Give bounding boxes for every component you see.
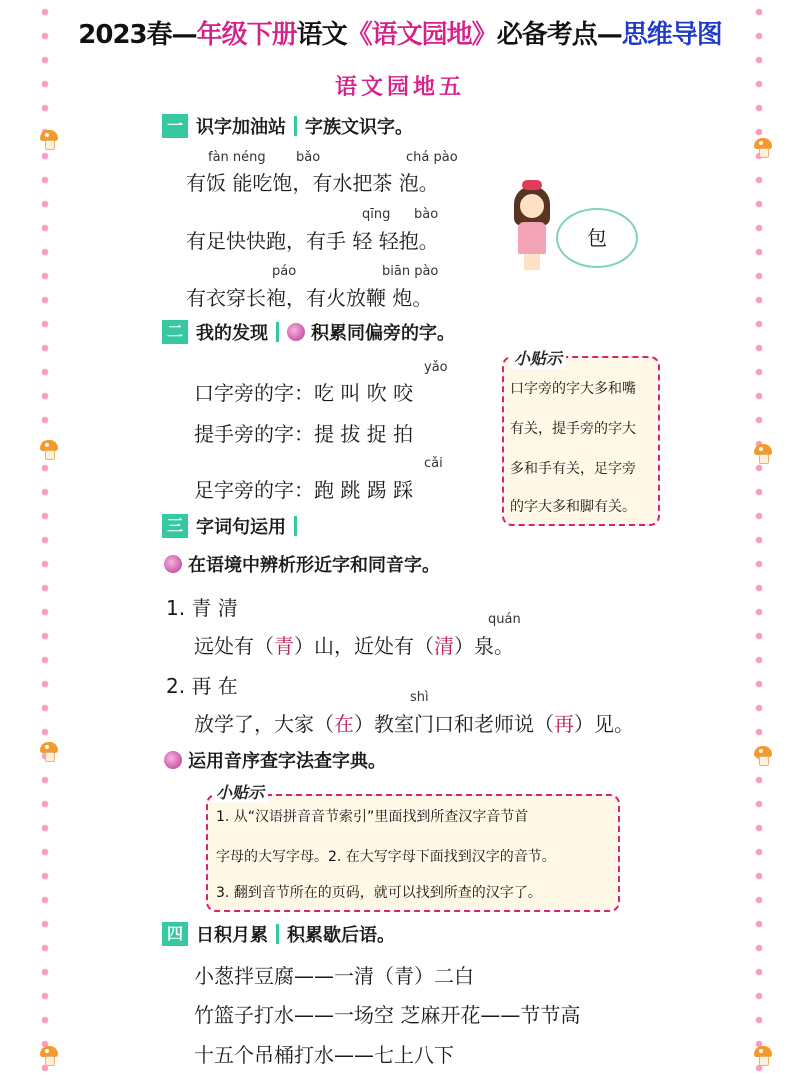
text-line: 口字旁的字：吃 叫 吹 咬 bbox=[194, 381, 414, 405]
answer: 清 bbox=[434, 634, 454, 658]
globe-icon bbox=[287, 323, 305, 341]
section-1-heading bbox=[162, 112, 413, 140]
page-subtitle: 语文园地五 bbox=[334, 74, 465, 100]
pinyin: fàn néng bbox=[208, 150, 266, 165]
mushroom-icon bbox=[754, 138, 772, 156]
speech-bubble: 包 bbox=[556, 208, 638, 268]
section-title: 识字加油站 bbox=[196, 117, 286, 138]
text-line: 有足快快跑，有手 轻 轻抱。 bbox=[186, 229, 439, 253]
section-number: 四 bbox=[162, 922, 188, 946]
title-part: 年级下册 bbox=[196, 20, 297, 50]
tip-line: 字母的大写字母。2. 在大写字母下面找到汉字的音节。 bbox=[216, 849, 556, 865]
text-line bbox=[194, 630, 514, 659]
girl-illustration bbox=[510, 180, 554, 272]
section-4-heading bbox=[162, 920, 395, 948]
mushroom-icon bbox=[40, 1046, 58, 1064]
tip-line: 1. 从“汉语拼音音节索引”里面找到所查汉字音节首 bbox=[216, 809, 529, 825]
mushroom-icon bbox=[754, 444, 772, 462]
divider bbox=[294, 116, 297, 136]
item-heading: 2. 再 在 bbox=[166, 674, 238, 698]
tip-label: 小贴示 bbox=[212, 780, 268, 803]
pinyin: cǎi bbox=[424, 456, 443, 471]
answer: 再 bbox=[554, 712, 574, 736]
pinyin: quán bbox=[488, 612, 521, 627]
text-line: 足字旁的字：跑 跳 踢 踩 bbox=[194, 478, 414, 502]
tip-line: 3. 翻到音节所在的页码，就可以找到所查的汉字了。 bbox=[216, 885, 542, 901]
answer: 在 bbox=[334, 712, 354, 736]
section-desc: 积累歇后语。 bbox=[287, 925, 395, 946]
title-part: 2023春— bbox=[78, 20, 197, 50]
section-3-heading bbox=[162, 512, 305, 540]
section-title: 我的发现 bbox=[196, 323, 268, 344]
text-part: ）泉。 bbox=[454, 634, 514, 658]
section-desc: 字族文识字。 bbox=[305, 117, 413, 138]
tip-line: 口字旁的字大多和嘴 bbox=[510, 381, 636, 397]
pinyin: chá pào bbox=[406, 150, 458, 165]
mushroom-icon bbox=[754, 1046, 772, 1064]
text-line: 提手旁的字：提 拔 捉 拍 bbox=[194, 422, 414, 446]
pinyin: bǎo bbox=[296, 150, 321, 165]
globe-icon bbox=[164, 555, 182, 573]
subsection-heading bbox=[164, 746, 386, 774]
answer: 青 bbox=[274, 634, 294, 658]
mushroom-icon bbox=[40, 130, 58, 148]
text-part: ）见。 bbox=[574, 712, 634, 736]
section-number: 一 bbox=[162, 114, 188, 138]
tip-line: 有关，提手旁的字大 bbox=[510, 421, 636, 437]
section-title: 字词句运用 bbox=[196, 517, 286, 538]
pinyin: bào bbox=[414, 207, 439, 222]
tip-line: 多和手有关，足字旁 bbox=[510, 461, 636, 477]
text-part: ）山，近处有（ bbox=[294, 634, 434, 658]
text-line: 十五个吊桶打水——七上八下 bbox=[194, 1043, 454, 1067]
pinyin: páo bbox=[272, 264, 297, 279]
text-line: 有衣穿长袍，有火放鞭 炮。 bbox=[186, 286, 433, 310]
text-part: ）教室门口和老师说（ bbox=[354, 712, 554, 736]
subsection-heading bbox=[164, 550, 440, 578]
text-line: 竹篮子打水——一场空 芝麻开花——节节高 bbox=[194, 1003, 581, 1027]
divider bbox=[294, 516, 297, 536]
text-line bbox=[194, 708, 634, 737]
text-line: 有饭 能吃饱，有水把茶 泡。 bbox=[186, 171, 439, 195]
pinyin: shì bbox=[410, 690, 429, 705]
section-title: 日积月累 bbox=[196, 925, 268, 946]
title-part: 《语文园地》 bbox=[346, 20, 497, 50]
tip-line: 的字大多和脚有关。 bbox=[510, 499, 636, 515]
item-heading: 1. 青 清 bbox=[166, 596, 238, 620]
title-part: 必备考点— bbox=[496, 20, 622, 50]
subsection-title: 在语境中辨析形近字和同音字。 bbox=[188, 555, 440, 576]
pinyin: qīng bbox=[362, 207, 391, 222]
divider bbox=[276, 322, 279, 342]
right-dot-border bbox=[752, 0, 766, 1082]
title-part: 语文 bbox=[296, 20, 347, 50]
section-number: 三 bbox=[162, 514, 188, 538]
left-dot-border bbox=[38, 0, 52, 1082]
title-part: 思维导图 bbox=[621, 20, 722, 50]
page-title bbox=[0, 14, 800, 51]
mushroom-icon bbox=[40, 440, 58, 458]
mushroom-icon bbox=[754, 746, 772, 764]
mushroom-icon bbox=[40, 742, 58, 760]
pinyin: yǎo bbox=[424, 360, 448, 375]
pinyin: biān pào bbox=[382, 264, 439, 279]
divider bbox=[276, 924, 279, 944]
text-part: 远处有（ bbox=[194, 634, 274, 658]
section-2-heading bbox=[162, 318, 455, 346]
tip-label: 小贴示 bbox=[510, 346, 566, 369]
globe-icon bbox=[164, 751, 182, 769]
text-line: 小葱拌豆腐——一清（青）二白 bbox=[194, 964, 474, 988]
section-number: 二 bbox=[162, 320, 188, 344]
text-part: 放学了，大家（ bbox=[194, 712, 334, 736]
section-desc: 积累同偏旁的字。 bbox=[311, 323, 455, 344]
subsection-title: 运用音序查字法查字典。 bbox=[188, 751, 386, 772]
